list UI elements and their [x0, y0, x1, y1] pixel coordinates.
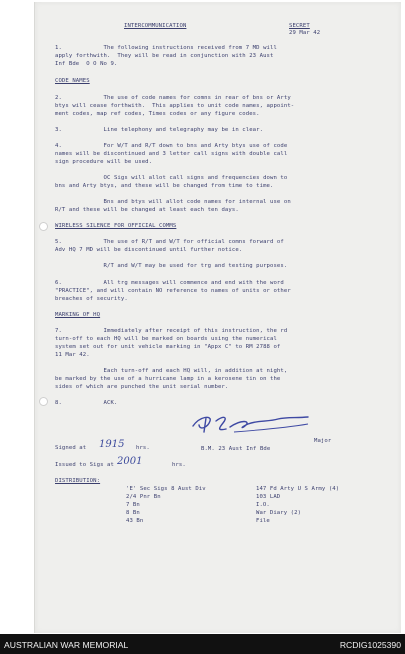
distribution-heading: DISTRIBUTION:	[55, 478, 101, 484]
distribution-item: 43 Bn	[126, 518, 144, 524]
paragraph-1-line: apply forthwith. They will be read in conjunction with 23 Aust	[55, 53, 274, 59]
signed-at-label: Signed at	[55, 445, 87, 451]
paragraph-4b-line: bns and Arty btys, and these will be changed from time to time.	[55, 183, 274, 189]
signed-time: 1915	[99, 439, 125, 450]
archive-footer-bar	[0, 634, 405, 654]
signatory-appointment: B.M. 23 Aust Inf Bde	[201, 446, 271, 452]
paragraph-5-line: Adv HQ 7 MD will be discontinued until further notice.	[55, 247, 243, 253]
section-heading-marking-of-hq: MARKING OF HQ	[55, 312, 101, 318]
paragraph-8: 8. ACK.	[55, 400, 118, 406]
distribution-item: 'E' Sec Sigs 8 Aust Div	[126, 486, 206, 492]
paragraph-7-line: turn-off to each HQ will be marked on boards using the numerical	[55, 336, 277, 342]
document-title: INTERCOMMUNICATION	[124, 23, 187, 29]
paragraph-1-line: 1. The following instructions received from 7 MD will	[55, 45, 277, 51]
classification: SECRET	[289, 23, 310, 29]
distribution-item: 147 Fd Arty U S Army (4)	[256, 486, 340, 492]
section-heading-code-names: CODE NAMES	[55, 78, 90, 84]
paragraph-2-line: 2. The use of code names for comns in rear of bns or Arty	[55, 95, 291, 101]
paragraph-6-line: breaches of security.	[55, 296, 128, 302]
paragraph-6-line: 6. All trg messages will commence and end with the word	[55, 280, 284, 286]
signed-hrs-label: hrs.	[136, 445, 150, 451]
paragraph-4c-line: Bns and btys will allot code names for internal use on	[55, 199, 291, 205]
footer-archive-name: AUSTRALIAN WAR MEMORIAL	[4, 640, 129, 650]
issued-hrs-label: hrs.	[172, 462, 186, 468]
signatory-rank: Major	[314, 438, 332, 444]
distribution-item: 7 Bn	[126, 502, 140, 508]
document-date: 29 Mar 42	[289, 30, 321, 36]
paragraph-4-line: sign procedure will be used.	[55, 159, 153, 165]
paragraph-7-line: 7. Immediately after receipt of this instruction, the rd	[55, 328, 288, 334]
paragraph-7b-line: be marked by the use of a hurricane lamp in a kerosene tin on the	[55, 376, 281, 382]
paragraph-1-line: Inf Bde O O No 9.	[55, 61, 118, 67]
punch-hole	[39, 397, 48, 406]
paragraph-4-line: 4. For W/T and R/T down to bns and Arty btys use of code	[55, 143, 288, 149]
handwritten-signature	[190, 412, 315, 436]
distribution-item: I.O.	[256, 502, 270, 508]
paragraph-4-line: names will be discontinued and 3 letter call signs with double call	[55, 151, 288, 157]
paragraph-3: 3. Line telephony and telegraphy may be in clear.	[55, 127, 264, 133]
paragraph-4b-line: OC Sigs will allot call signs and frequencies down to	[55, 175, 288, 181]
distribution-item: 2/4 Pnr Bn	[126, 494, 161, 500]
paragraph-2-line: ment codes, map ref codes, Times codes or any figure codes.	[55, 111, 260, 117]
paragraph-2-line: btys will cease forthwith. This applies to unit code names, appoint-	[55, 103, 295, 109]
distribution-item: War Diary (2)	[256, 510, 302, 516]
distribution-item: File	[256, 518, 270, 524]
punch-hole	[39, 222, 48, 231]
paragraph-6-line: "PRACTICE", and will contain NO reference to names of units or other	[55, 288, 291, 294]
distribution-item: 8 Bn	[126, 510, 140, 516]
paragraph-7b-line: Each turn-off and each HQ will, in addition at night,	[55, 368, 288, 374]
paragraph-4c-line: R/T and these will be changed at least each ten days.	[55, 207, 239, 213]
paragraph-7b-line: sides of which are punched the unit serial number.	[55, 384, 229, 390]
paragraph-7-line: system set out for unit vehicle marking in "Appx C" to RM 2788 of	[55, 344, 281, 350]
issued-time: 2001	[117, 456, 143, 467]
distribution-item: 103 LAD	[256, 494, 281, 500]
footer-record-id: RCDIG1025390	[339, 640, 401, 650]
paragraph-5-line: 5. The use of R/T and W/T for official comns forward of	[55, 239, 284, 245]
issued-label: Issued to Sigs at	[55, 462, 114, 468]
section-heading-wireless-silence: WIRELESS SILENCE FOR OFFICIAL COMMS	[55, 223, 177, 229]
paragraph-7-line: 11 Mar 42.	[55, 352, 90, 358]
paragraph-5b: R/T and W/T may be used for trg and testing purposes.	[55, 263, 288, 269]
